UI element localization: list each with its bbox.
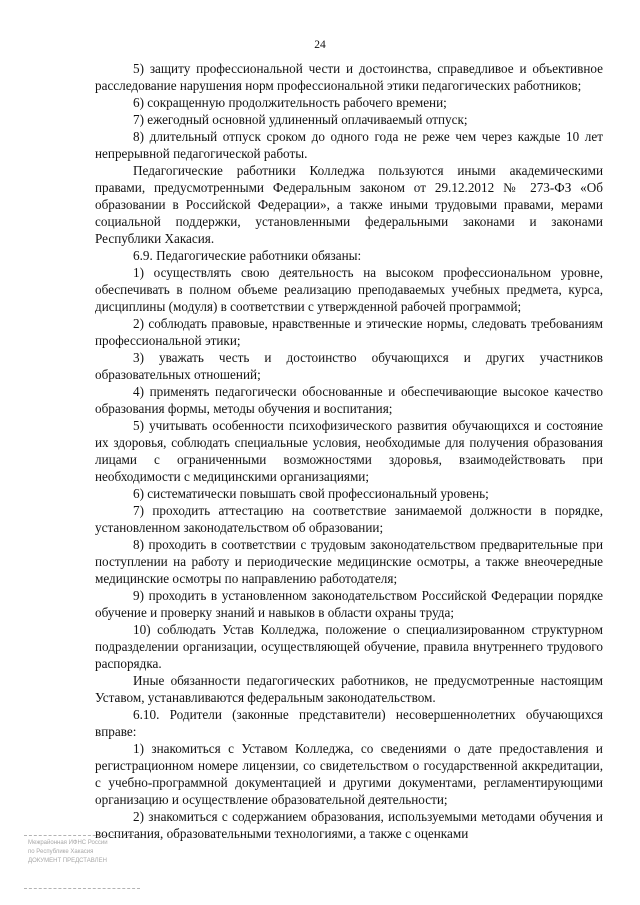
paragraph: 1) осуществлять свою деятельность на высоком профессиональном уровне, обеспечивать в полном объеме реализацию преподаваемых учебных предмета, курса, дисциплины (модуля) в соответствии с утвержденной рабочей программой;: [95, 265, 603, 314]
paragraph: 8) длительный отпуск сроком до одного года не реже чем через каждые 10 лет непрерывной педагогической работы.: [95, 129, 603, 161]
paragraph: 7) проходить аттестацию на соответствие занимаемой должности в порядке, установленном законодательством об образовании;: [95, 503, 603, 535]
paragraph: 4) применять педагогически обоснованные и обеспечивающие высокое качество образования формы, методы обучения и воспитания;: [95, 384, 603, 416]
paragraph: 10) соблюдать Устав Колледжа, положение о специализированном структурном подразделении организации, осуществляющей обучение, правила внутреннего трудового распорядка.: [95, 622, 603, 671]
section-heading: 6.10. Родители (законные представители) несовершеннолетних обучающихся вправе:: [95, 707, 603, 739]
page-number: 24: [314, 39, 326, 51]
stamp-line: ДОКУМЕНТ ПРЕДСТАВЛЕН: [28, 858, 107, 864]
paragraph: 2) соблюдать правовые, нравственные и этические нормы, следовать требованиям профессиональной этики;: [95, 316, 603, 348]
registration-stamp: [24, 835, 140, 889]
paragraph: 7) ежегодный основной удлиненный оплачиваемый отпуск;: [133, 112, 468, 127]
paragraph: 5) учитывать особенности психофизического развития обучающихся и состояние их здоровья, соблюдать специальные условия, необходимые для получения образования лицами с ограниченными возможностями здоровья, взаимодействовать при необходимости с медицинскими организациями;: [95, 418, 603, 484]
paragraph: 8) проходить в соответствии с трудовым законодательством предварительные при поступлении на работу и периодические медицинские осмотры, а также внеочередные медицинские осмотры по направлению работодателя;: [95, 537, 603, 586]
paragraph: 2) знакомиться с содержанием образования, используемыми методами обучения и воспитания, образовательными технологиями, а также с оценками: [95, 809, 603, 841]
paragraph: 6) сокращенную продолжительность рабочего времени;: [133, 95, 447, 110]
stamp-line: Межрайонная ИФНС России: [28, 840, 108, 846]
document-body: [95, 60, 603, 842]
paragraph: 9) проходить в установленном законодательством Российской Федерации порядке обучение и проверку знаний и навыков в области охраны труда;: [95, 588, 603, 620]
paragraph: Иные обязанности педагогических работников, не предусмотренные настоящим Уставом, устанавливаются федеральным законодательством.: [95, 673, 603, 705]
paragraph: Педагогические работники Колледжа пользуются иными академическими правами, предусмотренными Федеральным законом от 29.12.2012 № 273-ФЗ «Об образовании в Российской Федерации», а также иными трудовыми правами, мерами социальной поддержки, установленными федеральными законами и законами Республики Хакасия.: [95, 163, 603, 246]
section-heading: 6.9. Педагогические работники обязаны:: [133, 248, 362, 263]
stamp-line: по Республике Хакасия: [28, 849, 94, 855]
paragraph: 6) систематически повышать свой профессиональный уровень;: [133, 486, 489, 501]
paragraph: 3) уважать честь и достоинство обучающихся и других участников образовательных отношений;: [95, 350, 603, 382]
paragraph: 1) знакомиться с Уставом Колледжа, со сведениями о дате предоставления и регистрационном номере лицензии, со свидетельством о государственной аккредитации, с учебно-программной документацией и другими документами, регламентирующими организацию и осуществление образовательной деятельности;: [95, 741, 603, 807]
paragraph: 5) защиту профессиональной чести и достоинства, справедливое и объективное расследование нарушения норм профессиональной этики педагогических работников;: [95, 61, 603, 93]
